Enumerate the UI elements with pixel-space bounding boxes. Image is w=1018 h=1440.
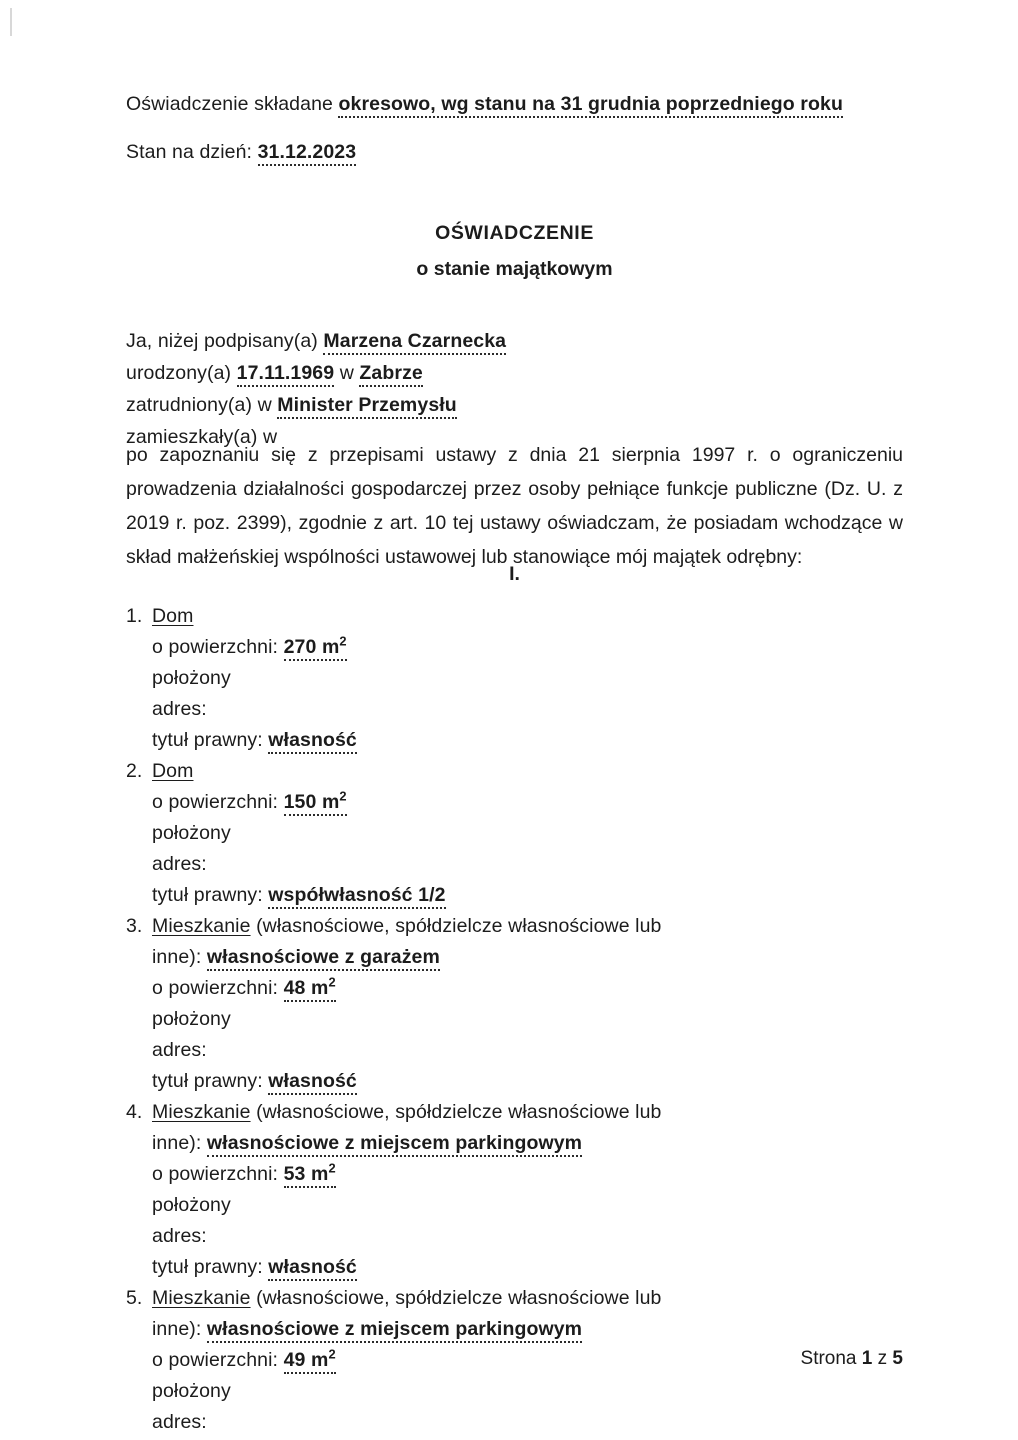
list-item xyxy=(126,756,903,911)
asset-type-line xyxy=(152,911,903,942)
asset-area-unit-exponent: 2 xyxy=(328,974,336,990)
asset-type-line xyxy=(152,1283,903,1314)
asset-area-label: o powierzchni: xyxy=(152,636,284,658)
asset-area-unit: m xyxy=(311,1163,329,1185)
asset-located-line: położony xyxy=(152,1008,231,1030)
asset-legal-title-label: tytuł prawny: xyxy=(152,884,269,906)
as-of-date-label: Stan na dzień: xyxy=(126,141,258,163)
asset-body xyxy=(152,601,903,756)
asset-number: 5. xyxy=(126,1287,143,1309)
asset-located-line: położony xyxy=(152,667,231,689)
asset-area-line xyxy=(152,1159,903,1190)
asset-kind-line xyxy=(152,1128,903,1159)
asset-area-unit-exponent: 2 xyxy=(328,1346,336,1362)
asset-address-line: adres: xyxy=(152,698,207,720)
asset-kind-value: własnościowe z miejscem parkingowym xyxy=(207,1318,582,1343)
asset-type-suffix: (własnościowe, spółdzielcze własnościowe lub xyxy=(250,1101,662,1123)
asset-kind-line xyxy=(152,942,903,973)
declarant-name-label: Ja, niżej podpisany(a) xyxy=(126,330,324,352)
submission-mode-line xyxy=(126,88,903,121)
asset-area-unit: m xyxy=(311,977,329,999)
birth-place-value: Zabrze xyxy=(359,362,422,387)
asset-number: 4. xyxy=(126,1101,143,1123)
employer-value: Minister Przemysłu xyxy=(277,394,457,419)
list-item xyxy=(126,1097,903,1283)
statute-paragraph: po zapoznaniu się z przepisami ustawy z dnia 21 sierpnia 1997 r. o ograniczeniu prowadzenia działalności gospodarczej przez osoby pełniące funkcje publiczne (Dz. U. z 2019 r. poz. 2399), zgodnie z art. 10 tej ustawy oświadczam, że posiadam wchodzące w skład małżeńskiej wspólności ustawowej lub stanowiące mój majątek odrębny: xyxy=(126,444,903,568)
asset-type-line xyxy=(152,756,903,787)
footer-total-pages: 5 xyxy=(892,1348,903,1369)
document-title-block xyxy=(126,218,903,284)
birth-place-label: w xyxy=(334,362,360,384)
birth-date-label: urodzony(a) xyxy=(126,362,237,384)
asset-number: 2. xyxy=(126,760,143,782)
asset-kind-label: inne): xyxy=(152,946,207,968)
asset-area-unit-exponent: 2 xyxy=(328,1160,336,1176)
asset-kind-label: inne): xyxy=(152,1318,207,1340)
asset-area-unit-exponent: 2 xyxy=(339,633,347,649)
asset-kind-value: własnościowe z garażem xyxy=(207,946,440,971)
asset-area-value: 53 $m^2$ xyxy=(284,1163,336,1188)
submission-mode-label: Oświadczenie składane xyxy=(126,93,339,115)
asset-legal-title-line xyxy=(152,1252,903,1283)
declarant-birth-line xyxy=(126,357,903,389)
scan-edge-artifact xyxy=(10,8,12,36)
asset-legal-title-value: własność xyxy=(268,729,357,754)
asset-legal-title-line xyxy=(152,725,903,756)
asset-area-line xyxy=(152,787,903,818)
list-item xyxy=(126,911,903,1097)
page-footer xyxy=(126,1348,903,1370)
asset-located-line: położony xyxy=(152,1380,231,1402)
asset-area-value: 150 $m^2$ xyxy=(284,791,347,816)
asset-located-line: położony xyxy=(152,1194,231,1216)
asset-type: Mieszkanie xyxy=(152,915,251,937)
asset-address-line: adres: xyxy=(152,853,207,875)
asset-address-line: adres: xyxy=(152,1411,207,1433)
document-header xyxy=(126,88,903,169)
declarant-name-line xyxy=(126,325,903,357)
asset-kind-label: inne): xyxy=(152,1132,207,1154)
asset-area-unit-exponent: 2 xyxy=(339,788,347,804)
asset-area-label: o powierzchni: xyxy=(152,977,284,999)
birth-date-value: 17.11.1969 xyxy=(237,362,335,387)
asset-legal-title-label: tytuł prawny: xyxy=(152,1070,269,1092)
asset-legal-title-value: własność xyxy=(268,1256,357,1281)
asset-type: Mieszkanie xyxy=(152,1101,251,1123)
section-marker-roman: I. xyxy=(509,563,520,585)
asset-address-line: adres: xyxy=(152,1039,207,1061)
as-of-date-line xyxy=(126,136,903,169)
asset-list xyxy=(126,601,903,1438)
asset-type-line xyxy=(152,601,903,632)
asset-located-line: położony xyxy=(152,822,231,844)
asset-area-line xyxy=(152,632,903,663)
asset-legal-title-line xyxy=(152,880,903,911)
footer-separator: z xyxy=(872,1348,893,1369)
asset-area-label: o powierzchni: xyxy=(152,791,284,813)
page-subtitle: o stanie majątkowym xyxy=(416,258,613,280)
asset-address-line: adres: xyxy=(152,1225,207,1247)
declarant-name-value: Marzena Czarnecka xyxy=(323,330,506,355)
asset-number: 1. xyxy=(126,605,143,627)
asset-kind-value: własnościowe z miejscem parkingowym xyxy=(207,1132,582,1157)
asset-area-value: 48 $m^2$ xyxy=(284,977,336,1002)
residence-label: zamieszkały(a) w xyxy=(126,426,283,448)
declarant-identity-block xyxy=(126,325,903,453)
asset-area-value: 49 $m^2$ xyxy=(284,1349,336,1374)
as-of-date-value: 31.12.2023 xyxy=(258,141,357,166)
list-item xyxy=(126,601,903,756)
asset-type: Dom xyxy=(152,760,194,782)
asset-legal-title-line xyxy=(152,1066,903,1097)
asset-legal-title-value: własność xyxy=(268,1070,357,1095)
asset-body xyxy=(152,1097,903,1283)
declarant-employer-line xyxy=(126,389,903,421)
page-content xyxy=(126,0,903,1440)
asset-area-label: o powierzchni: xyxy=(152,1349,284,1371)
asset-kind-line xyxy=(152,1314,903,1345)
footer-prefix: Strona xyxy=(800,1348,862,1369)
asset-type-suffix: (własnościowe, spółdzielcze własnościowe lub xyxy=(250,915,662,937)
asset-body xyxy=(152,756,903,911)
asset-type-line xyxy=(152,1097,903,1128)
footer-current-page: 1 xyxy=(861,1348,873,1369)
asset-area-line xyxy=(152,973,903,1004)
page-title: OŚWIADCZENIE xyxy=(435,222,594,244)
asset-type: Dom xyxy=(152,605,194,627)
asset-legal-title-label: tytuł prawny: xyxy=(152,1256,269,1278)
asset-legal-title-label: tytuł prawny: xyxy=(152,729,269,751)
asset-area-unit: m xyxy=(321,636,340,658)
asset-legal-title-value: współwłasność 1/2 xyxy=(268,884,445,909)
asset-area-unit: m xyxy=(311,1349,329,1371)
asset-area-unit: m xyxy=(321,791,340,813)
asset-number: 3. xyxy=(126,915,143,937)
submission-mode-value: okresowo, wg stanu na 31 grudnia poprzedniego roku xyxy=(338,93,842,118)
asset-area-label: o powierzchni: xyxy=(152,1163,284,1185)
asset-area-value: 270 $m^2$ xyxy=(284,636,347,661)
asset-type-suffix: (własnościowe, spółdzielcze własnościowe lub xyxy=(250,1287,662,1309)
asset-body xyxy=(152,911,903,1097)
asset-type: Mieszkanie xyxy=(152,1287,251,1309)
employer-label: zatrudniony(a) w xyxy=(126,394,278,416)
